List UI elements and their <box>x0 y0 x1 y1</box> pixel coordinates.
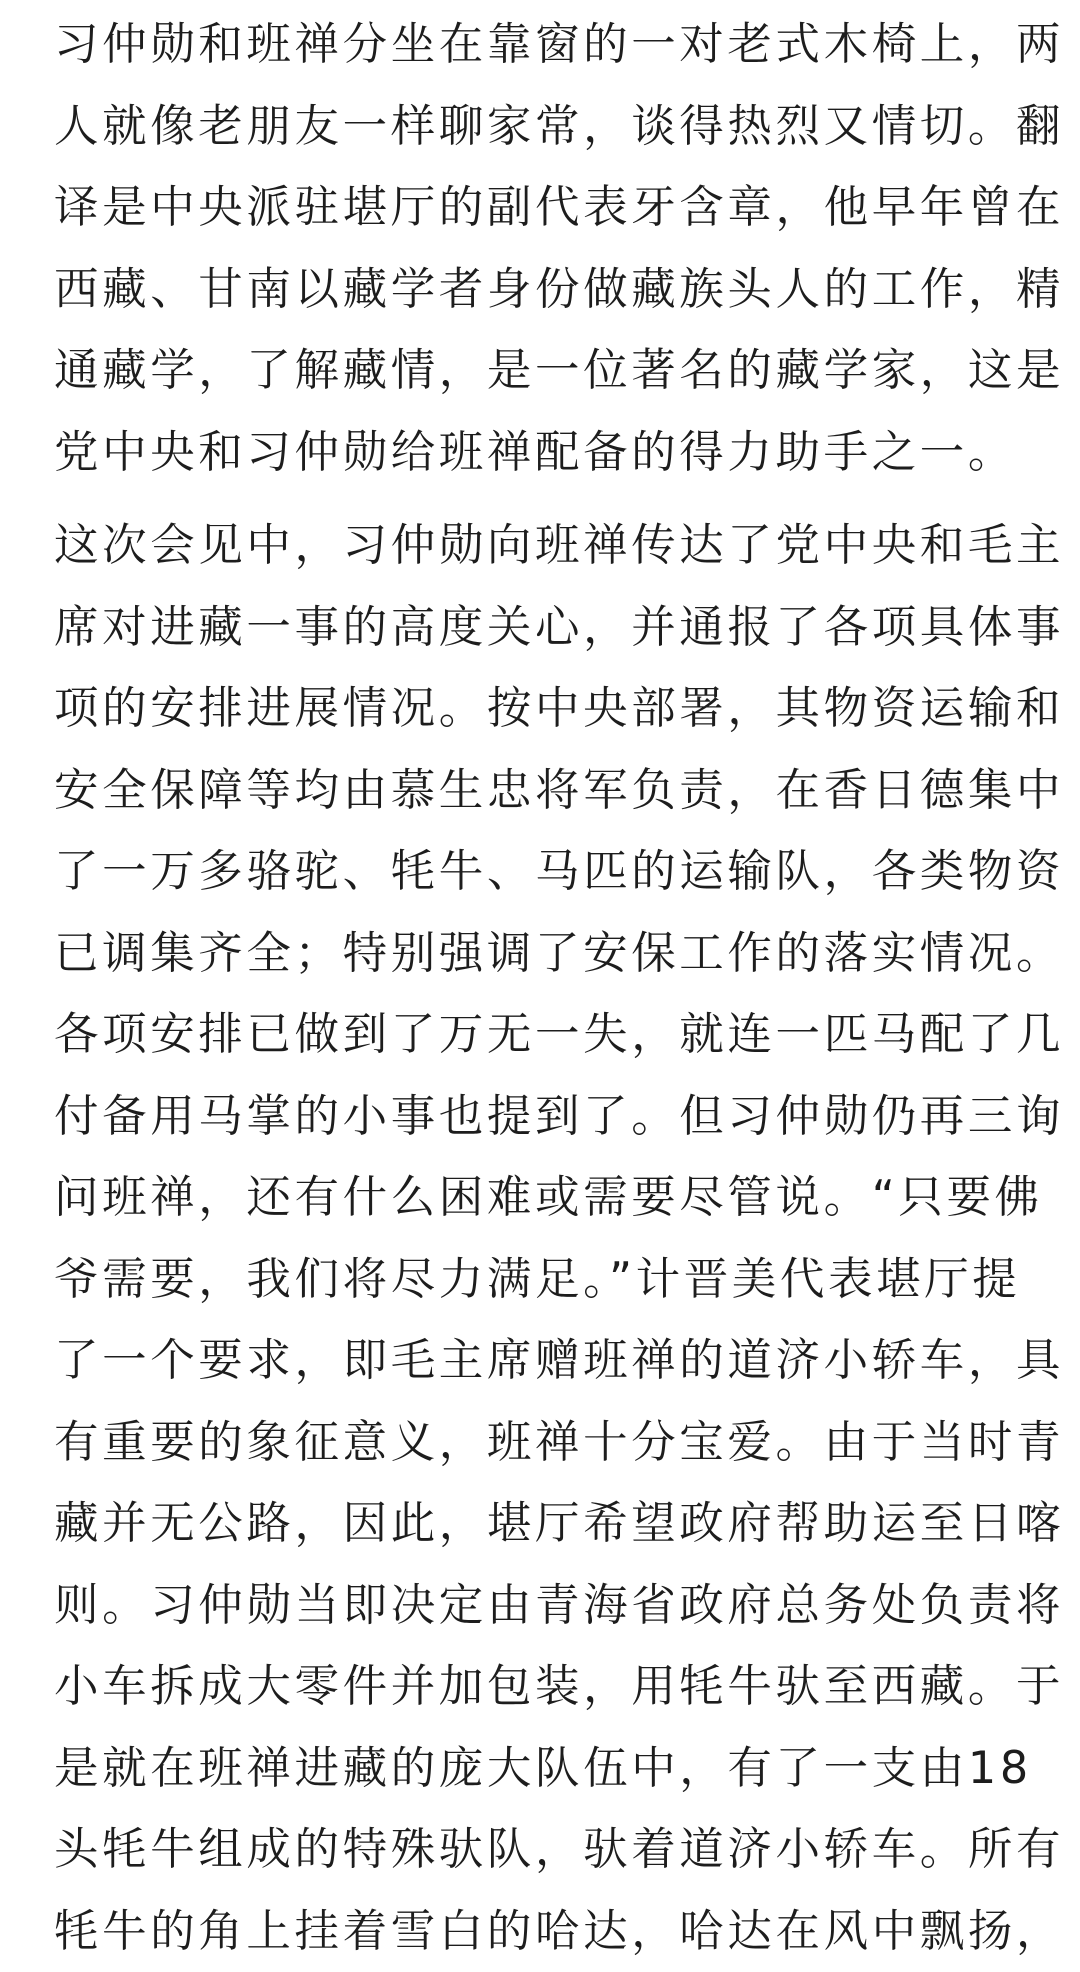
text-line: 爷需要，我们将尽力满足。”计晋美代表堪厅提 <box>54 1239 1034 1321</box>
text-line: 是就在班禅进藏的庞大队伍中，有了一支由18 <box>54 1728 1034 1810</box>
text-line: 这次会见中，习仲勋向班禅传达了党中央和毛主 <box>54 505 1034 587</box>
text-line: 头牦牛组成的特殊驮队，驮着道济小轿车。所有 <box>54 1809 1034 1891</box>
text-line: 有重要的象征意义，班禅十分宝爱。由于当时青 <box>54 1402 1034 1484</box>
text-line: 了一万多骆驼、牦牛、马匹的运输队，各类物资 <box>54 831 1034 913</box>
paragraph-2 <box>54 505 1034 1972</box>
text-line: 各项安排已做到了万无一失，就连一匹马配了几 <box>54 994 1034 1076</box>
text-line: 译是中央派驻堪厅的副代表牙含章，他早年曾在 <box>54 167 1034 249</box>
text-line: 项的安排进展情况。按中央部署，其物资运输和 <box>54 668 1034 750</box>
text-line: 习仲勋和班禅分坐在靠窗的一对老式木椅上，两 <box>54 4 1034 86</box>
text-line: 人就像老朋友一样聊家常，谈得热烈又情切。翻 <box>54 86 1034 168</box>
paragraph-1 <box>54 4 1034 493</box>
text-line: 席对进藏一事的高度关心，并通报了各项具体事 <box>54 587 1034 669</box>
text-line: 通藏学，了解藏情，是一位著名的藏学家，这是 <box>54 330 1034 412</box>
text-line: 党中央和习仲勋给班禅配备的得力助手之一。 <box>54 412 1034 494</box>
text-line: 问班禅，还有什么困难或需要尽管说。“只要佛 <box>54 1157 1034 1239</box>
text-line: 付备用马掌的小事也提到了。但习仲勋仍再三询 <box>54 1076 1034 1158</box>
text-line: 藏并无公路，因此，堪厅希望政府帮助运至日喀 <box>54 1483 1034 1565</box>
text-line: 西藏、甘南以藏学者身份做藏族头人的工作，精 <box>54 249 1034 331</box>
article-body <box>54 4 1034 1972</box>
text-line: 则。习仲勋当即决定由青海省政府总务处负责将 <box>54 1565 1034 1647</box>
text-line: 小车拆成大零件并加包装，用牦牛驮至西藏。于 <box>54 1646 1034 1728</box>
text-line: 牦牛的角上挂着雪白的哈达，哈达在风中飘扬， <box>54 1891 1034 1972</box>
text-line: 了一个要求，即毛主席赠班禅的道济小轿车，具 <box>54 1320 1034 1402</box>
text-line: 安全保障等均由慕生忠将军负责，在香日德集中 <box>54 750 1034 832</box>
text-line: 已调集齐全；特别强调了安保工作的落实情况。 <box>54 913 1034 995</box>
